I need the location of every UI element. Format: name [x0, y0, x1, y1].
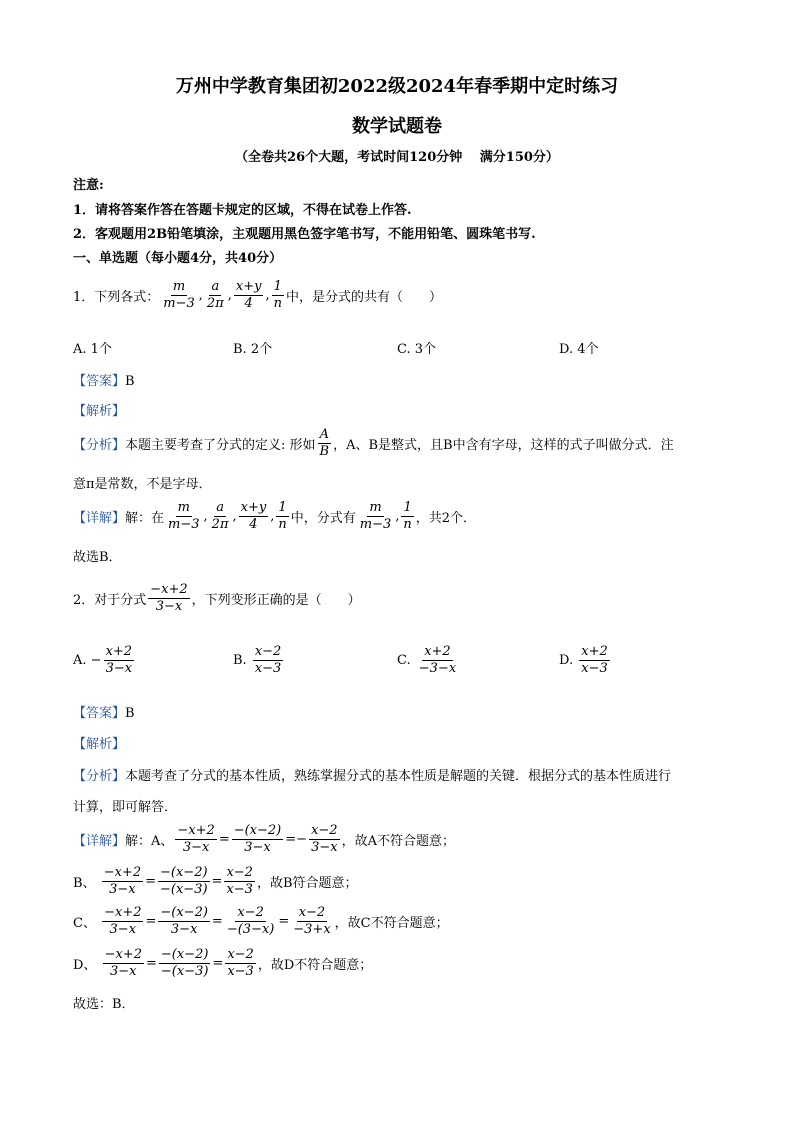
q1-detail-frac-1: $\frac{m}{m-3}$	[359, 500, 392, 532]
question-1-stem: 1．下列各式： $\frac{m}{m-3}$ , $\frac{a}{2\pi}$ , $\frac{x+y}{4}$ , $\frac{1}{n}$ 中，是分式的共有（ ）	[73, 279, 442, 311]
note-item-1: 1．请将答案作答在答题卡规定的区域，不得在试卷上作答.	[73, 203, 412, 218]
q1-detail-expr-3: $\frac{x+y}{4}$	[240, 500, 267, 532]
q1-option-a: A. 1个	[73, 342, 112, 357]
q1-fenxi-line1: 【分析】 本题主要考查了分式的定义: 形如 $\frac{A}{B}$ ，A、B是整式，且B中含有字母，这样的式子叫做分式．注	[73, 427, 674, 459]
q2-step-c: C、 $\frac{-x+2}{3-x}$ = $\frac{-(x-2)}{3-x}$ = $\frac{x-2}{-(3-x)}$ = $\frac{x-2}{-3+x}$ ，故C不符合题意；	[73, 905, 449, 937]
q2-step-d: D、 $\frac{-x+2}{3-x}$ = $\frac{-(x-2)}{-(x-3)}$ = $\frac{x-2}{x-3}$ ，故D不符合题意；	[73, 947, 373, 979]
q2-step-b: B、 $\frac{-x+2}{3-x}$ = $\frac{-(x-2)}{-(x-3)}$ = $\frac{x-2}{x-3}$ ，故B符合题意；	[73, 865, 358, 897]
q2-answer: 【答案】B	[73, 706, 135, 721]
q1-prefix: 1．下列各式：	[73, 289, 160, 305]
q1-conclusion: 故选B．	[73, 550, 122, 565]
q1-suffix: 中，是分式的共有（ ）	[285, 289, 442, 305]
q1-detail-expr-1: $\frac{m}{m-3}$	[168, 500, 200, 532]
q1-option-b: B. 2个	[233, 342, 273, 357]
q2-fenxi-line1: 【分析】本题考查了分式的基本性质，熟练掌握分式的基本性质是解题的关键．根据分式的基本性质进行	[73, 769, 672, 784]
exam-info: （全卷共26个大题，考试时间120分钟 满分150分）	[235, 150, 559, 165]
q1-analysis-tag: 【解析】	[73, 404, 126, 419]
q1-detail-tag: 【详解】	[73, 510, 126, 526]
q1-answer-tag: 【答案】	[73, 374, 126, 389]
q1-fenxi-line2: 意π是常数，不是字母．	[73, 477, 212, 492]
q2-option-b: B. $\frac{x-2}{x-3}$	[233, 644, 282, 676]
q2-fenxi-line2: 计算，即可解答．	[73, 800, 178, 815]
q1-fenxi-frac: $\frac{A}{B}$	[319, 427, 330, 459]
exam-title: 万州中学教育集团初2022级2024年春季期中定时练习	[175, 76, 619, 97]
q1-detail-expr-4: $\frac{1}{n}$	[278, 500, 287, 532]
question-2-stem: 2．对于分式 $\frac{-x+2}{3-x}$ ，下列变形正确的是（ ）	[73, 582, 361, 614]
section-title: 一、单选题（每小题4分，共40分）	[73, 251, 283, 266]
q1-option-d: D. 4个	[559, 342, 599, 357]
q1-expr-4: $\frac{1}{n}$	[273, 279, 282, 311]
q1-detail-frac-2: $\frac{1}{n}$	[403, 500, 412, 532]
q2-expr: $\frac{-x+2}{3-x}$	[150, 582, 188, 614]
notes-heading: 注意:	[73, 178, 104, 193]
q1-answer	[73, 370, 135, 389]
exam-subtitle: 数学试题卷	[352, 116, 442, 137]
q2-option-c: C. $\frac{x+2}{-3-x}$	[397, 644, 457, 676]
q1-detail: 【详解】 解：在 $\frac{m}{m-3}$ , $\frac{a}{2\pi}$ , $\frac{x+y}{4}$ , $\frac{1}{n}$ 中，分式有 $\frac{m}{m-3}$ , $\frac{1}{n}$ ，共2个．	[73, 500, 477, 532]
q2-conclusion: 故选：B．	[73, 997, 135, 1012]
q2-step-a: 【详解】 解： A、 $\frac{-x+2}{3-x}$ = $\frac{-(x-2)}{3-x}$ = − $\frac{x-2}{3-x}$ ，故A不符合题意；	[73, 823, 455, 855]
q1-answer-value: B	[125, 374, 135, 389]
q1-detail-expr-2: $\frac{a}{2\pi}$	[211, 500, 229, 532]
q1-expr-1: $\frac{m}{m-3}$	[163, 279, 195, 311]
q2-analysis-tag: 【解析】	[73, 737, 126, 752]
q1-expr-3: $\frac{x+y}{4}$	[235, 279, 262, 311]
q2-option-d: D. $\frac{x+2}{x-3}$	[559, 644, 608, 676]
q2-option-a: A. − $\frac{x+2}{3-x}$	[73, 644, 133, 676]
q1-fenxi-tag: 【分析】	[73, 437, 126, 453]
q1-expr-2: $\frac{a}{2\pi}$	[206, 279, 224, 311]
note-item-2: 2．客观题用2B铅笔填涂，主观题用黑色签字笔书写，不能用铅笔、圆珠笔书写.	[73, 227, 536, 242]
q1-option-c: C. 3个	[397, 342, 437, 357]
